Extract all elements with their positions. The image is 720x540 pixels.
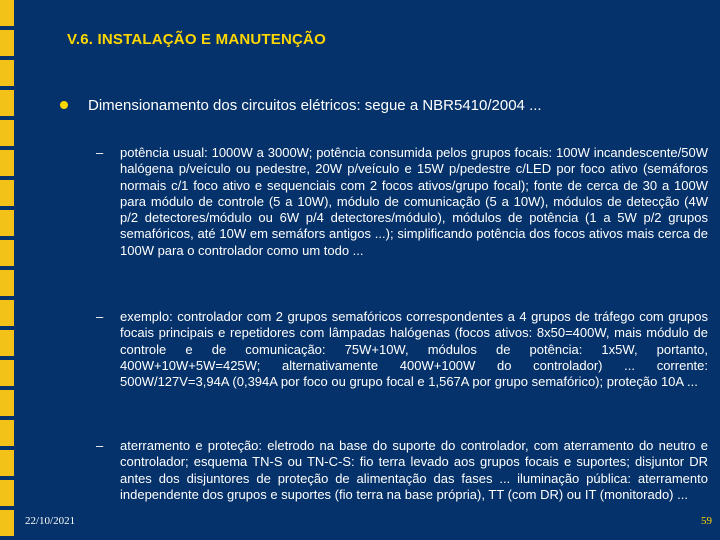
main-bullet-text: Dimensionamento dos circuitos elétricos: segue a NBR5410/2004 ... <box>88 97 542 114</box>
page-number: 59 <box>701 515 712 527</box>
dash-icon: – <box>96 145 104 160</box>
sub-item-text: aterramento e proteção: eletrodo na base do suporte do controlador, com aterramento do neutro e controlador; esquema TN-S ou TN-C-S: fio terra levado aos grupos focais e suportes; disjuntor DR antes dos disjuntores de proteção de alimentação das fases ... iluminação pública: aterramento independente dos grupos e suportes (fio terra na base própria), TT (com DR) ou IT (monitorado) ... <box>120 438 708 502</box>
slide-title: V.6. INSTALAÇÃO E MANUTENÇÃO <box>67 31 326 48</box>
sub-item-text: potência usual: 1000W a 3000W; potência consumida pelos grupos focais: 100W incandescente/50W halógena p/veículo ou pedestre, 20W p/veículo e 15W p/pedestre c/LED por foco ativo (semáforos normais c/1 foco ativo e sequenciais com 2 focos ativos/grupo focal); fonte de cerca de 30 a 100W para módulo de controle (5 a 10W), módulo de comunicação (5 a 10W), módulos de detecção (4W p/2 detectores/módulo ou 6W p/4 detectores/módulo), módulos de potência (1 a 5W p/2 grupos semafóricos, até 10W em semáfors antigos ...); simplificando potência dos focos ativos mais cerca de 100W para o controlador como um todo ... <box>120 145 708 258</box>
decorative-stripe <box>0 0 14 540</box>
footer-date: 22/10/2021 <box>25 515 76 527</box>
sub-item-example <box>96 309 708 390</box>
sub-item-power <box>96 145 708 259</box>
dash-icon: – <box>96 309 104 324</box>
bullet-dot-icon <box>60 101 68 109</box>
sub-item-grounding <box>96 438 708 503</box>
dash-icon: – <box>96 438 104 453</box>
sub-item-text: exemplo: controlador com 2 grupos semafóricos correspondentes a 4 grupos de tráfego com grupos focais principais e repetidores com lâmpadas halógenas (focos ativos: 8x50=400W, mais módulo de controle e de comunicação: 75W+10W, módulos de potência: 1x5W, portanto, 400W+10W+5W=425W; alternativamente 400W+100W do controlador) ... corrente: 500W/127V=3,94A (0,394A por foco ou grupo focal e 1,567A por grupo semafórico); proteção 10A ... <box>120 309 708 390</box>
